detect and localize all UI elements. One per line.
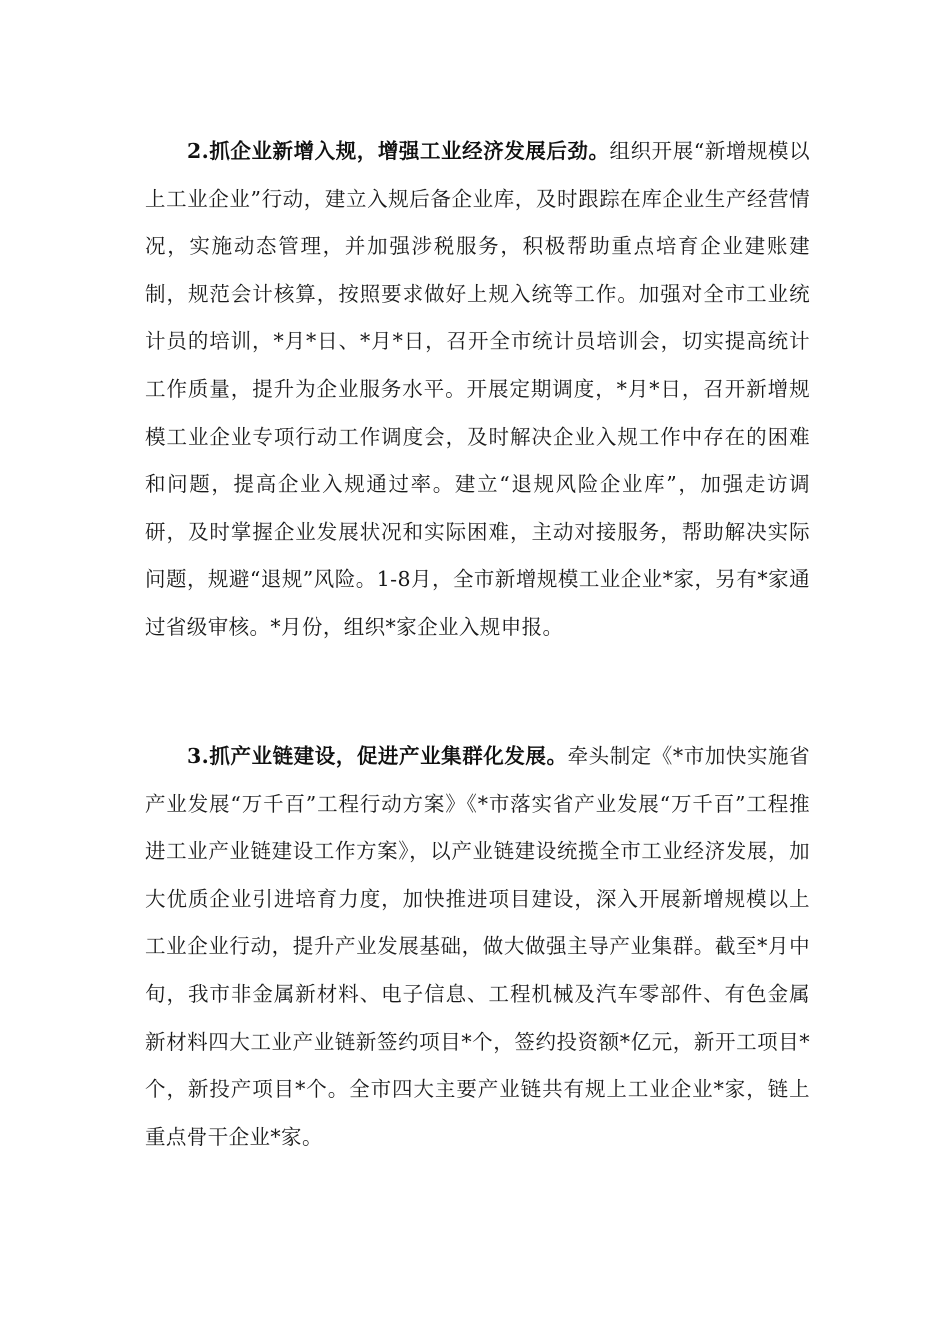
paragraph-enterprise-scale-growth [145, 128, 810, 652]
paragraph-industry-chain [145, 733, 810, 1161]
paragraph-heading: 2.抓企业新增入规，增强工业经济发展后劲。 [187, 139, 610, 163]
paragraph-body: 牵头制定《*市加快实施省产业发展“万千百”工程行动方案》《*市落实省产业发展“万千百”工程推进工业产业链建设工作方案》，以产业链建设统揽全市工业经济发展，加大优质企业引进培育力度，加快推进项目建设，深入开展新增规模以上工业企业行动，提升产业发展基础，做大做强主导产业集群。截至*月中旬，我市非金属新材料、电子信息、工程机械及汽车零部件、有色金属新材料四大工业产业链新签约项目*个，签约投资额*亿元，新开工项目*个，新投产项目*个。全市四大主要产业链共有规上工业企业*家，链上重点骨干企业*家。 [145, 744, 811, 1149]
paragraph-heading: 3.抓产业链建设，促进产业集群化发展。 [187, 744, 568, 768]
paragraph-body: 组织开展“新增规模以上工业企业”行动，建立入规后备企业库，及时跟踪在库企业生产经营情况，实施动态管理，并加强涉税服务，积极帮助重点培育企业建账建制，规范会计核算，按照要求做好上规入统等工作。加强对全市工业统计员的培训，*月*日、*月*日，召开全市统计员培训会，切实提高统计工作质量，提升为企业服务水平。开展定期调度，*月*日，召开新增规模工业企业专项行动工作调度会，及时解决企业入规工作中存在的困难和问题，提高企业入规通过率。建立“退规风险企业库”，加强走访调研，及时掌握企业发展状况和实际困难，主动对接服务，帮助解决实际问题，规避“退规”风险。1-8月，全市新增规模工业企业*家，另有*家通过省级审核。*月份，组织*家企业入规申报。 [145, 139, 810, 639]
